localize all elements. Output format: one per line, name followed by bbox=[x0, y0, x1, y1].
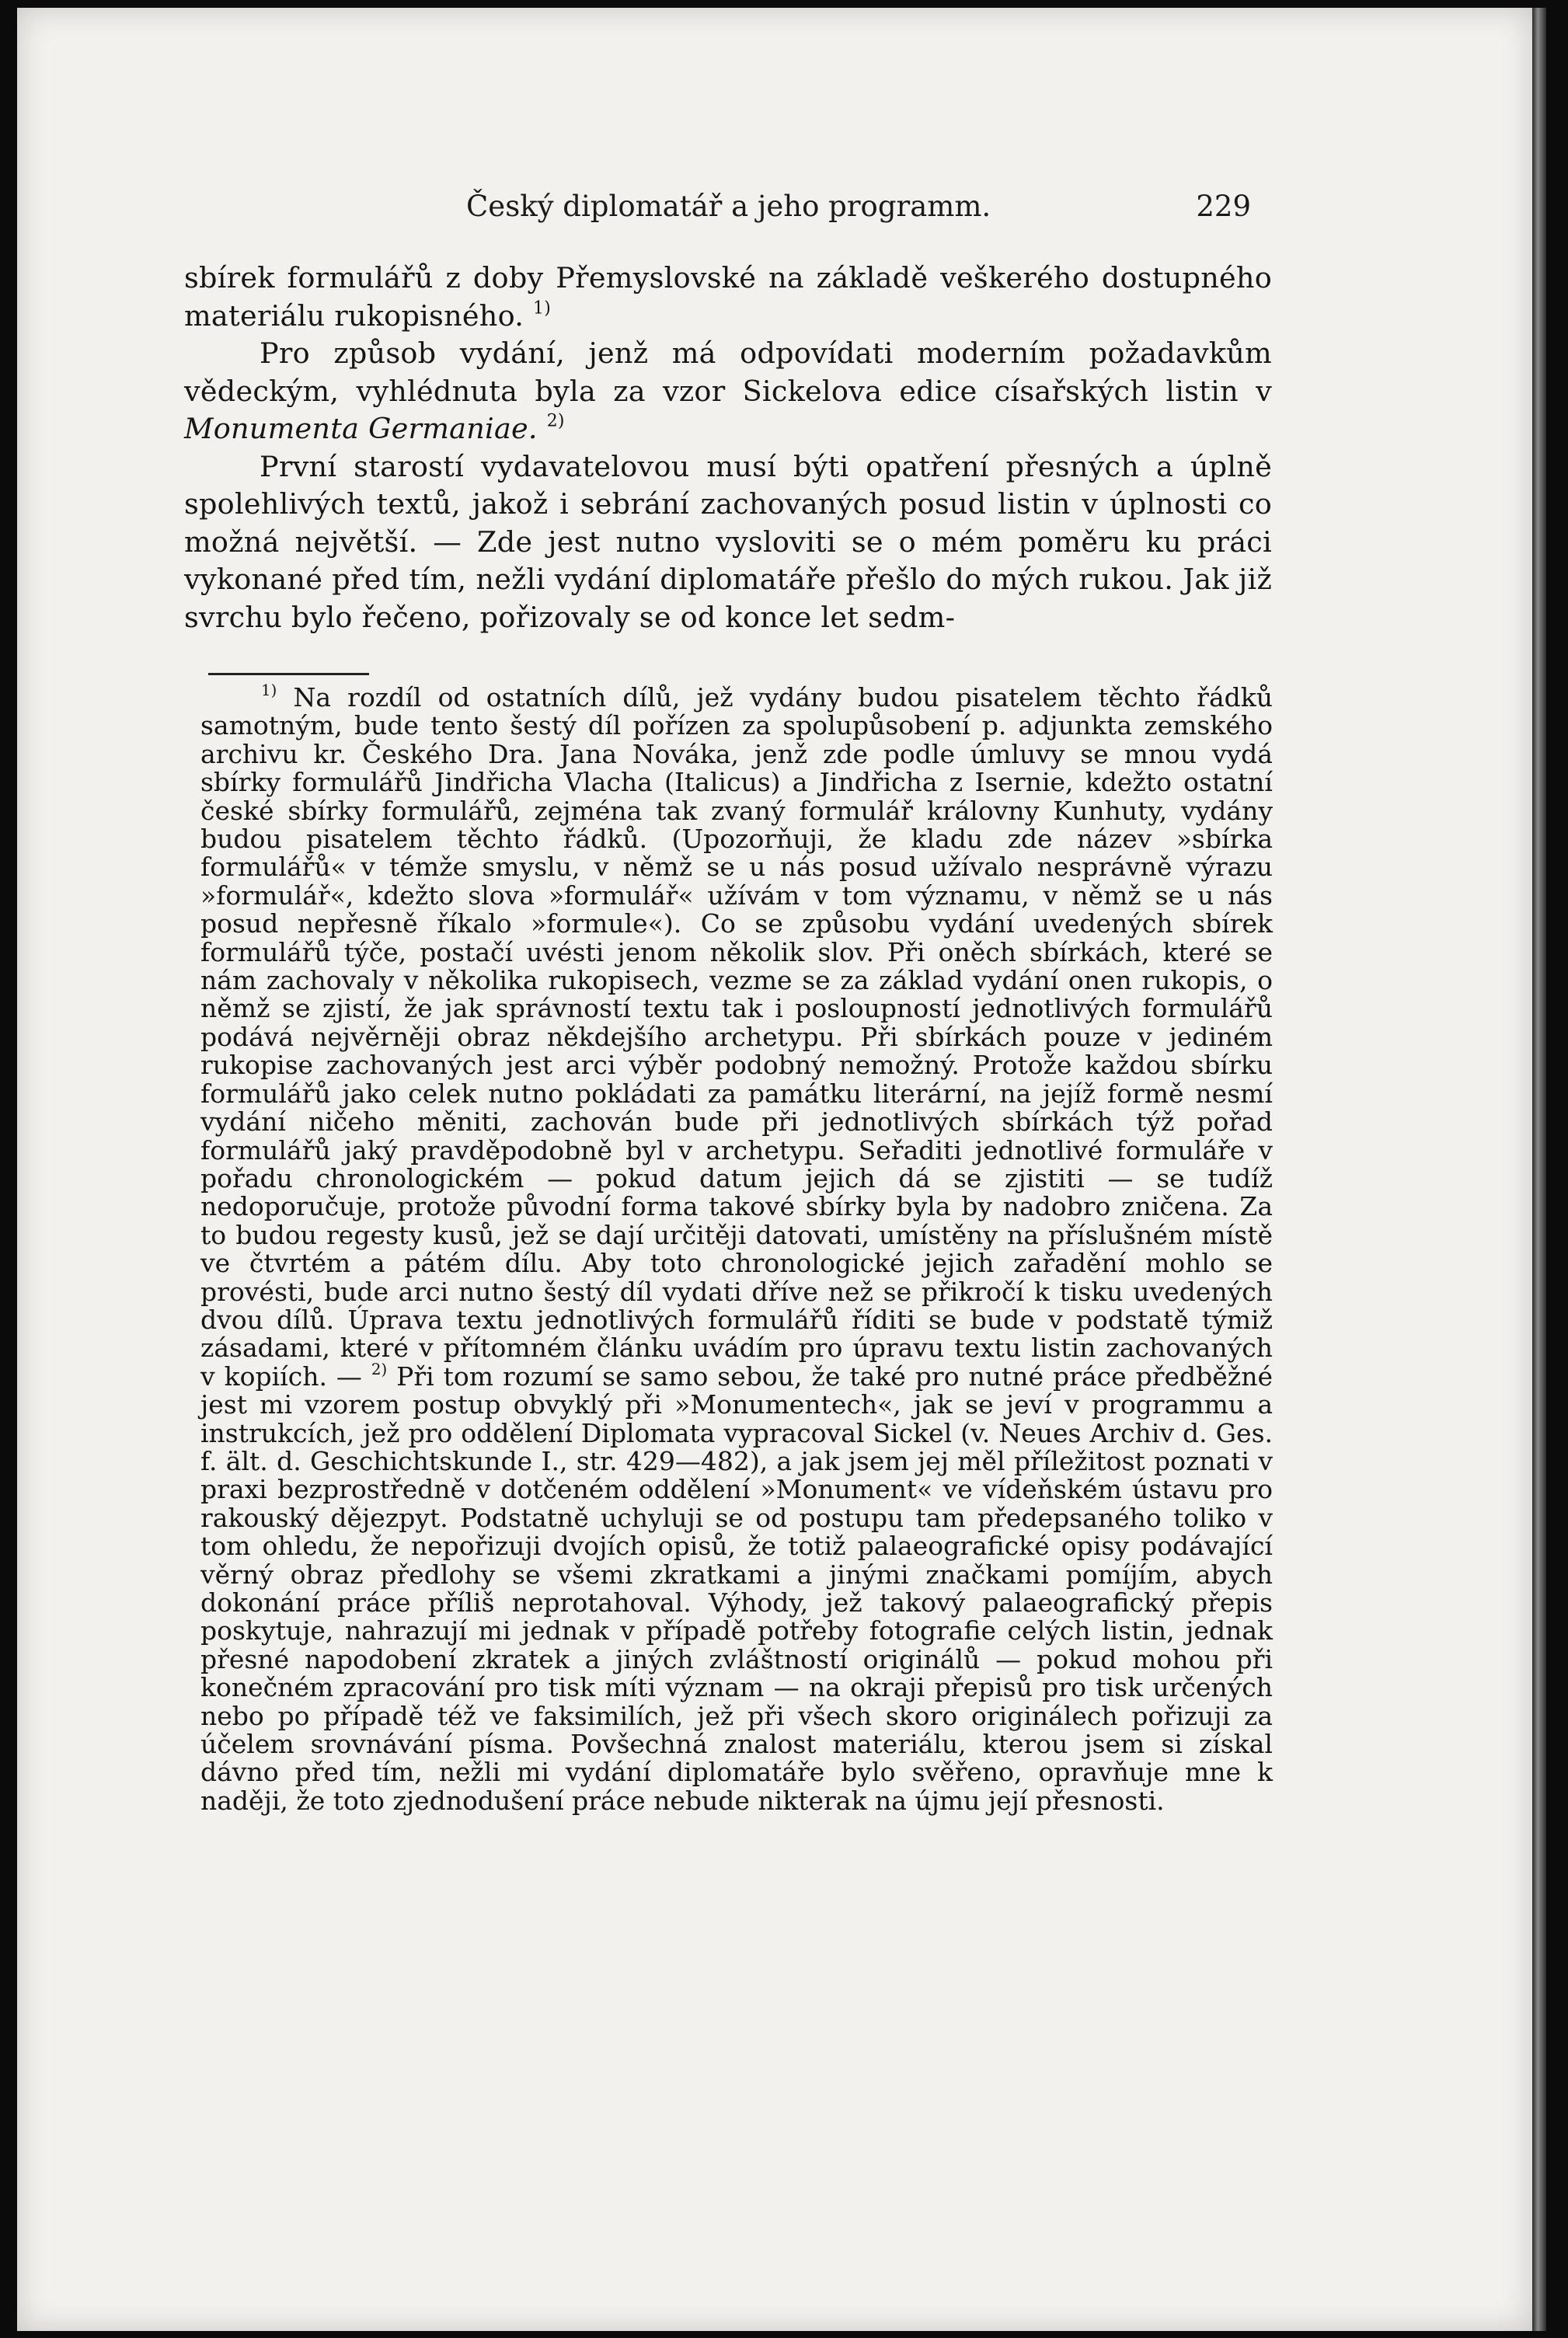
paragraph-2-text: Pro způsob vydání, jenž má odpovídati moderním požadavkům vědeckým, vyhlédnuta byla za vzor Sickelova edice císařských listin v bbox=[184, 336, 1272, 408]
running-title: Český diplomatář a jeho programm. bbox=[466, 190, 991, 223]
running-header bbox=[466, 190, 1251, 230]
cited-work-title: Monumenta Germaniae. bbox=[184, 412, 538, 445]
paragraph-1-text: sbírek formulářů z doby Přemyslovské na základě veškerého dostupného materiálu rukopisného. bbox=[184, 261, 1272, 333]
footnote-separator bbox=[208, 673, 369, 675]
footnote-marker-2: 2) bbox=[371, 1360, 388, 1378]
footnote-2-text: Při tom rozumí se samo sebou, že také pro nutné práce předběžné jest mi vzorem postup obvyklý při »Monumentech«, jak se jeví v programmu a instrukcích, jež pro oddělení Diplomata vypracoval Sickel (v. Neues Archiv d. Ges. f. ält. d. Geschichtskunde I., str. 429—482), a jak jsem jej měl příležitost poznati v praxi bezprostředně v dotčeném oddělení »Monument« ve vídeňském ústavu pro rakouský dějezpyt. Podstatně uchyluji se od postupu tam předepsaného toliko v tom ohledu, že nepořizuji dvojích opisů, že totiž palaeografické opisy podávající věrný obraz předlohy se všemi zkratkami a jinými značkami pomíjím, abych dokonání práce příliš neprotahoval. Výhody, jež takový palaeografický přepis poskytuje, nahrazují mi jednak v případě potřeby fotografie celých listin, jednak přesné napodobení zkratek a jiných zvláštností originálů — pokud mohou při konečném zpracování pro tisk míti význam — na okraji přepisů pro tisk určených nebo po případě též ve faksimilích, jež při všech skoro originálech pořizuji za účelem srovnávání písma. Povšechná znalost materiálu, kterou jsem si získal dávno před tím, nežli mi vydání diplomatáře bylo svěřeno, opravňuje mne k naději, že toto zjednodušení práce nebude nikterak na újmu její přesnosti. bbox=[200, 1361, 1273, 1816]
main-text bbox=[184, 260, 1272, 636]
page-edge bbox=[1532, 8, 1546, 2331]
footnote-marker-1: 1) bbox=[261, 681, 277, 700]
paragraph-3: První starostí vydavatelovou musí býti opatření přesných a úplně spolehlivých textů, jakož i sebrání zachovaných posud listin v úplnosti co možná největší. — Zde jest nutno vysloviti se o mém poměru ku práci vykonané před tím, nežli vydání diplomatáře přešlo do mých rukou. Jak již svrchu bylo řečeno, pořizovaly se od konce let sedm- bbox=[184, 449, 1272, 634]
page-number: 229 bbox=[1196, 190, 1251, 223]
footnote-ref-2: 2) bbox=[546, 411, 565, 431]
footnote-ref-1: 1) bbox=[533, 298, 552, 319]
paragraph-2 bbox=[184, 335, 1272, 448]
paragraph-1 bbox=[184, 260, 1272, 335]
footnotes bbox=[200, 681, 1273, 1816]
footnote-1-text: Na rozdíl od ostatních dílů, jež vydány budou pisatelem těchto řádků samotným, bude tento šestý díl pořízen za spolupůsobení p. adjunkta zemského archivu kr. Českého Dra. Jana Nováka, jenž zde podle úmluvy se mnou vydá sbírky formulářů Jindřicha Vlacha (Italicus) a Jindřicha z Isernie, kdežto ostatní české sbírky formulářů, zejména tak zvaný formulář královny Kunhuty, vydány budou pisatelem těchto řádků. (Upozorňuji, že kladu zde název »sbírka formulářů« v témže smyslu, v němž se u nás posud užívalo nesprávně výrazu »formulář«, kdežto slova »formulář« užívám v tom významu, v němž se u nás posud nepřesně říkalo »formule«). Co se způsobu vydání uvedených sbírek formulářů týče, postačí uvésti jenom několik slov. Při oněch sbírkách, které se nám zachovaly v několika rukopisech, vezme se za základ vydání onen rukopis, o němž se zjistí, že jak správností textu tak i posloupností jednotlivých formulářů podává nejvěrněji obraz někdejšího archetypu. Při sbírkách pouze v jediném rukopise zachovaných jest arci výběr podobný nemožný. Protože každou sbírku formulářů jako celek nutno pokládati za památku literární, na jejíž formě nesmí vydání ničeho měniti, zachován bude při jednotlivých sbírkách týž pořad formulářů jaký pravděpodobně byl v archetypu. Seřaditi jednotlivé formuláře v pořadu chronologickém — pokud datum jejich dá se zjistiti — se tudíž nedoporučuje, protože původní forma takové sbírky byla by nadobro zničena. Za to budou regesty kusů, jež se dají určitěji datovati, umístěny na příslušném místě ve čtvrtém a pátém dílu. Aby toto chronologické jejich zařadění mohlo se provésti, bude arci nutno šestý díl vydati dříve než se přikročí k tisku uvedených dvou dílů. Úprava textu jednotlivých formulářů říditi se bude v podstatě týmiž zásadami, které v přítomném článku uvádím pro úpravu textu listin zachovaných v kopiích. — bbox=[200, 682, 1273, 1392]
footnote-1 bbox=[200, 681, 1273, 1816]
